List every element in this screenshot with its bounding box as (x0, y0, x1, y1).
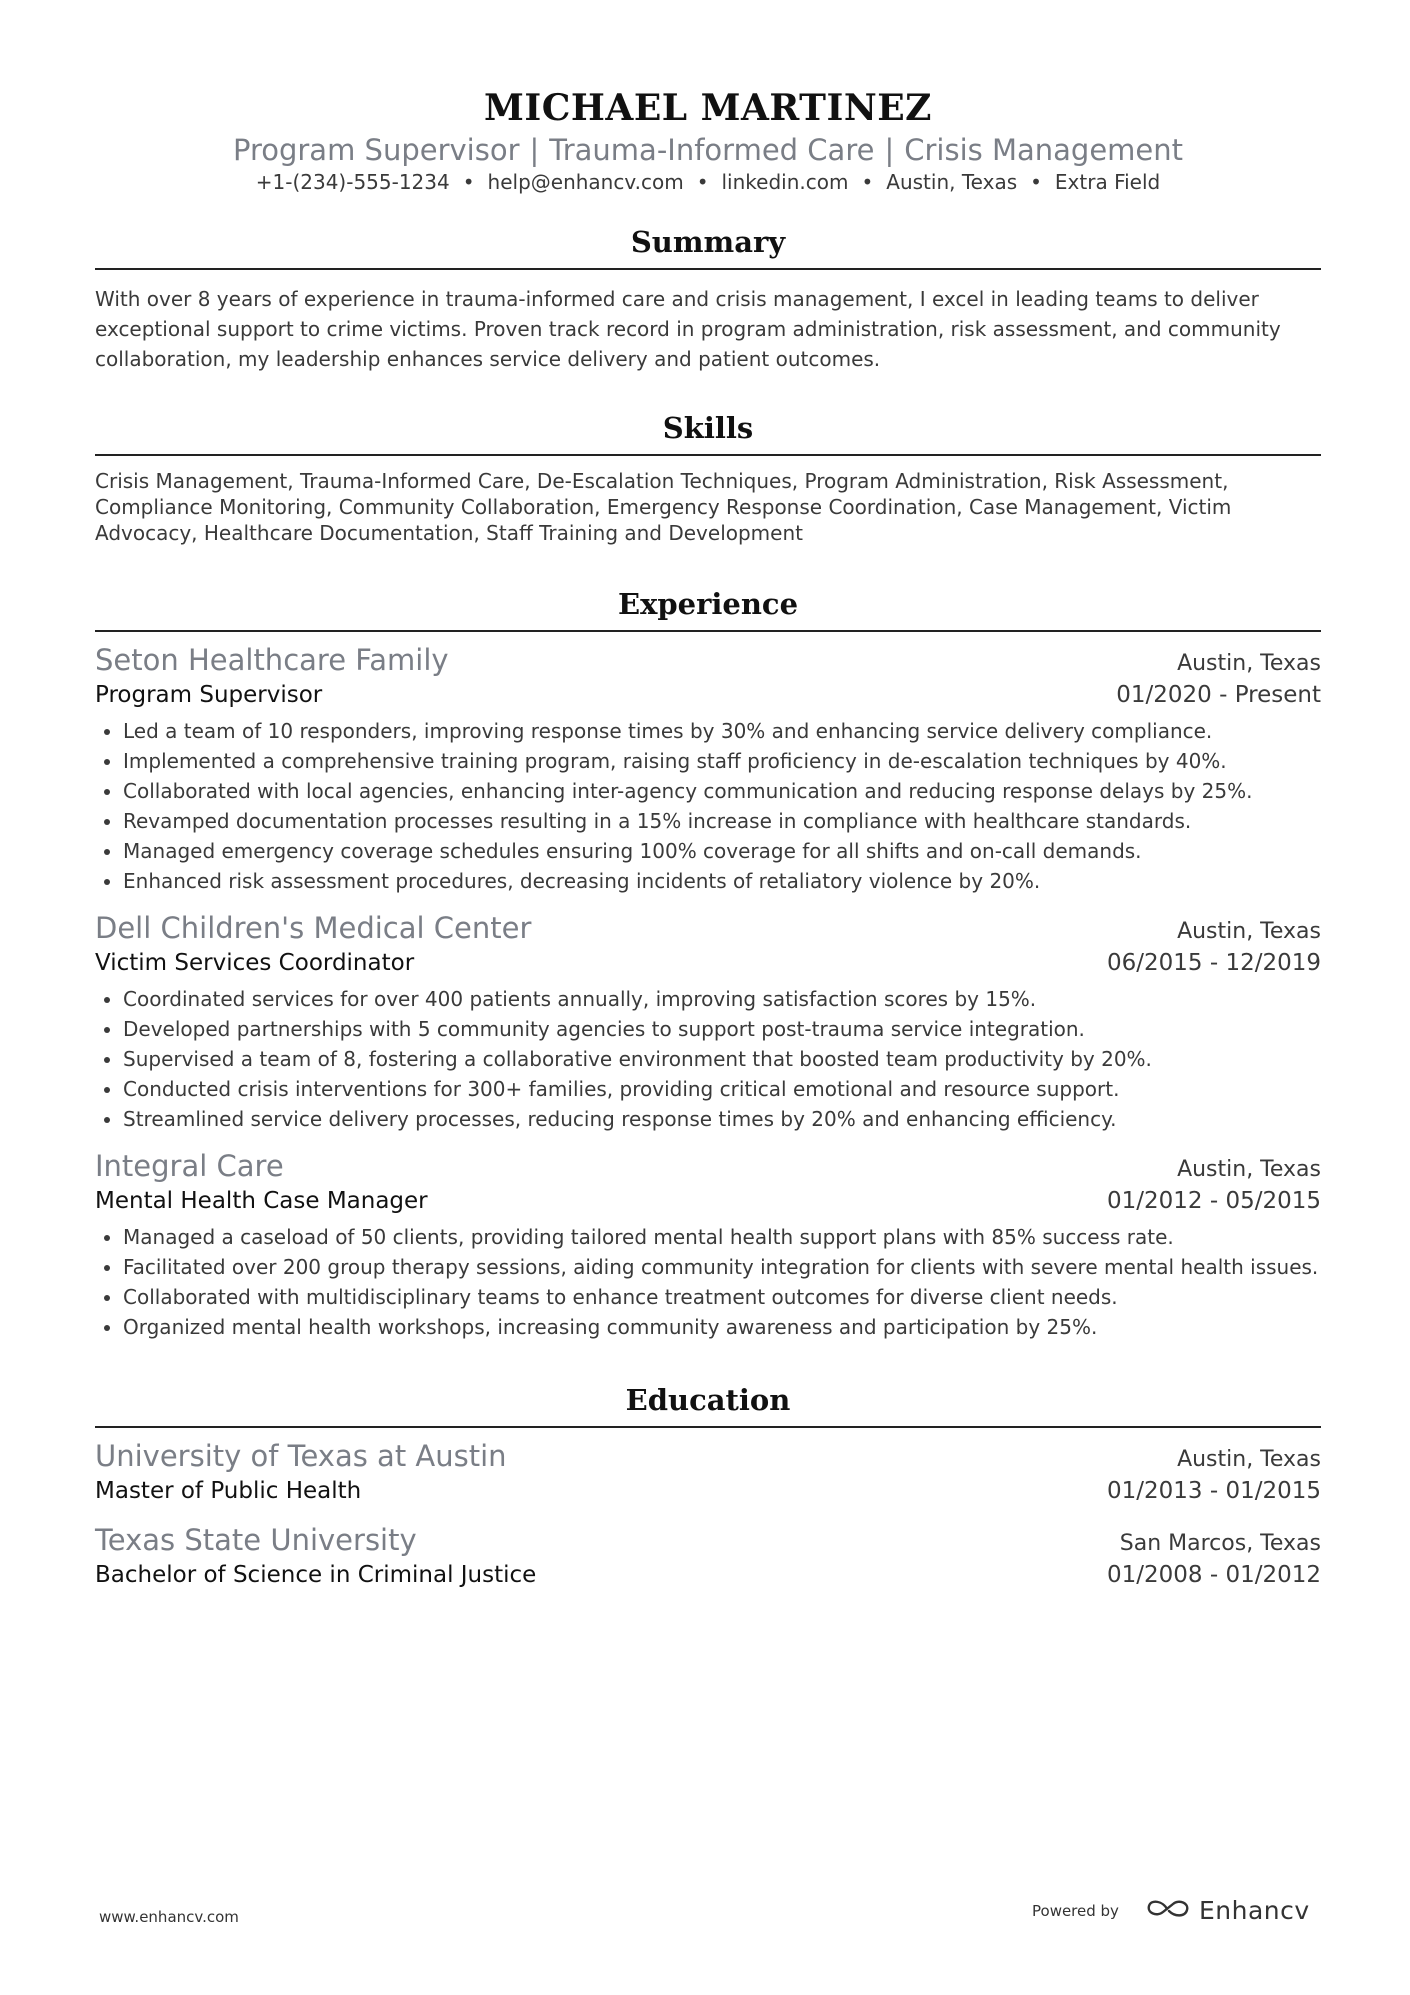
headline (95, 132, 1321, 168)
entry-bottom-row (95, 678, 1321, 712)
school-name: University of Texas at Austin (95, 1439, 507, 1473)
achievement-item: • Collaborated with local agencies, enhancing inter-agency communication and reducing response delays by 25%. (123, 776, 1321, 806)
resume-header (95, 0, 1321, 196)
section-divider (95, 1426, 1321, 1428)
achievement-item: • Enhanced risk assessment procedures, decreasing incidents of retaliatory violence by 20%. (123, 866, 1321, 896)
achievement-item: • Supervised a team of 8, fostering a collaborative environment that boosted team productivity by 20%. (123, 1044, 1321, 1074)
entry-top-row (95, 1438, 1321, 1474)
skills-section (95, 408, 1321, 546)
job-dates: 01/2012 - 05/2015 (1106, 1188, 1321, 1214)
achievement-list (95, 1222, 1321, 1342)
employer-location: Austin, Texas (1177, 651, 1321, 676)
headline-item: Trauma-Informed Care (549, 133, 875, 167)
education-entry (95, 1438, 1321, 1508)
employer-location: Austin, Texas (1177, 1157, 1321, 1182)
achievement-list (95, 984, 1321, 1134)
entry-top-row (95, 1148, 1321, 1184)
entry-top-row (95, 1522, 1321, 1558)
education-dates: 01/2008 - 01/2012 (1106, 1562, 1321, 1588)
section-title: Experience (617, 587, 799, 621)
entry-top-row (95, 910, 1321, 946)
contact-line (95, 168, 1321, 196)
job-title: Mental Health Case Manager (95, 1188, 428, 1214)
enhancv-logo-icon (1145, 1897, 1191, 1925)
achievement-item: • Coordinated services for over 400 patients annually, improving satisfaction scores by 15%. (123, 984, 1321, 1014)
entry-bottom-row (95, 1474, 1321, 1508)
employer-name: Seton Healthcare Family (95, 643, 449, 677)
achievement-item: • Managed emergency coverage schedules ensuring 100% coverage for all shifts and on-call demands. (123, 836, 1321, 866)
resume-page (95, 0, 1321, 1592)
entry-top-row (95, 642, 1321, 678)
skills-text: Crisis Management, Trauma-Informed Care, De-Escalation Techniques, Program Administration, Risk Assessment, Compliance Monitoring, Community Collaboration, Emergency Response Coordination, Case Management, Victim Advocacy, Healthcare Documentation, Staff Training and Development (95, 469, 1232, 545)
job-dates: 06/2015 - 12/2019 (1106, 950, 1321, 976)
linkedin-link[interactable]: linkedin.com (721, 170, 849, 194)
experience-section (95, 584, 1321, 1342)
experience-entry (95, 642, 1321, 896)
summary-section (95, 222, 1321, 374)
achievement-item: • Developed partnerships with 5 community agencies to support post-trauma service integration. (123, 1014, 1321, 1044)
summary-text: With over 8 years of experience in trauma-informed care and crisis management, I excel in leading teams to deliver exceptional support to crime victims. Proven track record in program administration, risk assessment, and community collaboration, my leadership enhances service delivery and patient outcomes. (95, 287, 1281, 371)
section-divider (95, 268, 1321, 270)
section-title: Education (625, 1383, 791, 1417)
email-link[interactable]: help@enhancv.com (487, 170, 684, 194)
section-title: Skills (662, 411, 754, 445)
achievement-item: • Facilitated over 200 group therapy sessions, aiding community integration for clients with severe mental health issues. (123, 1252, 1321, 1282)
bullet-separator: • (462, 170, 475, 194)
headline-item: Crisis Management (904, 133, 1184, 167)
job-title: Program Supervisor (95, 682, 323, 708)
entry-bottom-row (95, 1184, 1321, 1218)
education-entry (95, 1522, 1321, 1592)
achievement-item: • Conducted crisis interventions for 300+ families, providing critical emotional and resource support. (123, 1074, 1321, 1104)
headline-separator: | (529, 133, 540, 167)
achievement-item: • Implemented a comprehensive training program, raising staff proficiency in de-escalation techniques by 40%. (123, 746, 1321, 776)
extra-field: Extra Field (1054, 170, 1161, 194)
footer-branding[interactable] (1032, 1896, 1310, 1925)
employer-location: Austin, Texas (1177, 919, 1321, 944)
headline-item: Program Supervisor (232, 133, 520, 167)
bullet-separator: • (861, 170, 874, 194)
entry-bottom-row (95, 946, 1321, 980)
employer-name: Dell Children's Medical Center (95, 911, 532, 945)
achievement-item: • Led a team of 10 responders, improving response times by 30% and enhancing service delivery compliance. (123, 716, 1321, 746)
education-dates: 01/2013 - 01/2015 (1106, 1478, 1321, 1504)
achievement-item: • Collaborated with multidisciplinary teams to enhance treatment outcomes for diverse client needs. (123, 1282, 1321, 1312)
phone: +1-(234)-555-1234 (255, 170, 450, 194)
job-dates: 01/2020 - Present (1116, 682, 1321, 708)
bullet-separator: • (1030, 170, 1042, 194)
experience-entry (95, 910, 1321, 1134)
section-divider (95, 454, 1321, 456)
section-title: Summary (630, 225, 786, 259)
candidate-name: MICHAEL MARTINEZ (484, 87, 932, 129)
brand-name: Enhancv (1198, 1896, 1310, 1925)
school-name: Texas State University (95, 1523, 417, 1557)
degree: Bachelor of Science in Criminal Justice (95, 1562, 537, 1588)
school-location: San Marcos, Texas (1119, 1531, 1321, 1556)
achievement-item: • Streamlined service delivery processes, reducing response times by 20% and enhancing efficiency. (123, 1104, 1321, 1134)
footer-website-link[interactable]: www.enhancv.com (99, 1908, 239, 1926)
degree: Master of Public Health (95, 1478, 362, 1504)
achievement-list (95, 716, 1321, 896)
experience-entry (95, 1148, 1321, 1342)
school-location: Austin, Texas (1177, 1447, 1321, 1472)
powered-by-label: Powered by (1032, 1901, 1119, 1920)
job-title: Victim Services Coordinator (95, 950, 415, 976)
education-section (95, 1380, 1321, 1592)
entry-bottom-row (95, 1558, 1321, 1592)
location: Austin, Texas (886, 170, 1018, 194)
bullet-separator: • (696, 170, 709, 194)
achievement-item: • Revamped documentation processes resulting in a 15% increase in compliance with healthcare standards. (123, 806, 1321, 836)
achievement-item: • Managed a caseload of 50 clients, providing tailored mental health support plans with 85% success rate. (123, 1222, 1321, 1252)
achievement-item: • Organized mental health workshops, increasing community awareness and participation by 25%. (123, 1312, 1321, 1342)
headline-separator: | (884, 133, 895, 167)
section-divider (95, 630, 1321, 632)
employer-name: Integral Care (95, 1149, 284, 1183)
